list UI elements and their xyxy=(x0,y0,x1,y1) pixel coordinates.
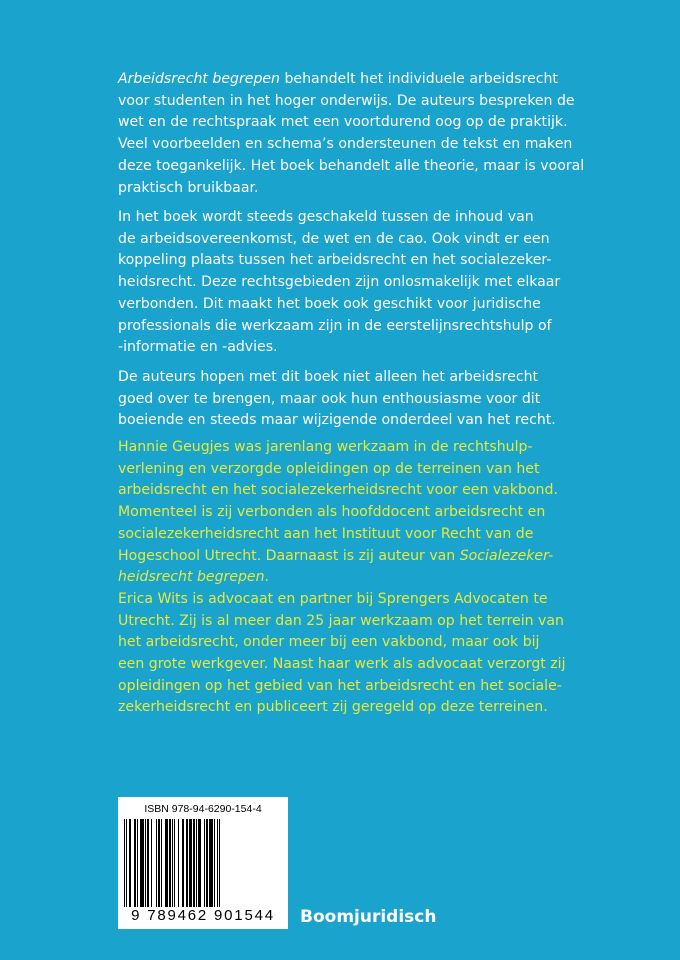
line-text: boeiende en steeds maar wijzigende onderdeel van het recht. xyxy=(118,412,556,429)
italic-text: Arbeidsrecht begrepen xyxy=(118,71,280,87)
line-text: Hogeschool Utrecht. Daarnaast is zij auteur van xyxy=(118,547,460,564)
line-text: professionals die werkzaam zijn in de eerstelijnsrechtshulp of xyxy=(118,317,552,334)
text-line xyxy=(118,178,558,200)
text-line xyxy=(118,367,558,389)
line-text: Momenteel is zij verbonden als hoofddocent arbeidsrecht en xyxy=(118,504,546,521)
author-bio xyxy=(118,437,566,719)
text-line xyxy=(118,389,558,411)
line-text: behandelt het individuele arbeidsrecht xyxy=(280,71,558,87)
text-line xyxy=(118,676,562,698)
line-text: verlening en verzorgde opleidingen op de terreinen van het xyxy=(118,460,540,477)
line-text: het arbeidsrecht, onder meer bij een vakbond, maar ook bij xyxy=(118,634,540,651)
line-text: Utrecht. Zij is al meer dan 25 jaar werkzaam op het terrein van xyxy=(118,612,564,629)
text-line xyxy=(118,272,561,294)
text-line xyxy=(118,294,558,316)
line-text: een grote werkgever. Naast haar werk als advocaat verzorgt zij xyxy=(118,656,566,673)
text-line xyxy=(118,316,558,338)
text-line xyxy=(118,250,558,272)
italic-text: Socialezeker- xyxy=(459,547,554,564)
text-line xyxy=(118,112,568,134)
text-line xyxy=(118,524,558,546)
text-line xyxy=(118,69,558,91)
publisher-logo: Boomjuridisch xyxy=(300,907,437,927)
text-line xyxy=(118,567,558,589)
closing-paragraph xyxy=(118,367,558,432)
line-text: heidsrecht. Deze rechtsgebieden zijn onlosmakelijk met elkaar xyxy=(118,274,561,291)
line-text: socialezekerheidsrecht aan het Instituut voor Recht van de xyxy=(118,525,534,542)
text-line xyxy=(118,437,558,459)
text-line xyxy=(118,611,564,633)
line-text: praktisch bruikbaar. xyxy=(118,179,259,196)
line-text: zekerheidsrecht en publiceert zij geregeld op deze terreinen. xyxy=(118,699,548,716)
line-text: opleidingen op het gebied van het arbeidsrecht en het sociale- xyxy=(118,677,562,694)
text-line xyxy=(118,480,558,502)
text-line xyxy=(118,229,558,251)
line-text: Erica Wits is advocaat en partner bij Sprengers Advocaten te xyxy=(118,590,548,607)
content-paragraph xyxy=(118,207,561,359)
line-text: Hannie Geugjes was jarenlang werkzaam in de rechtshulp- xyxy=(118,439,533,455)
barcode-bar xyxy=(219,819,220,907)
line-text: In het boek wordt steeds geschakeld tussen de inhoud van xyxy=(118,209,534,225)
text-line xyxy=(118,589,558,611)
text-line xyxy=(118,502,558,524)
text-line xyxy=(118,632,558,654)
text-line xyxy=(118,337,558,359)
text-line xyxy=(118,207,558,229)
line-text: wet en de rechtspraak met een voortdurend oog op de praktijk. xyxy=(118,114,568,131)
text-line xyxy=(118,134,573,156)
line-text: verbonden. Dit maakt het boek ook geschikt voor juridische xyxy=(118,295,541,312)
line-text: . xyxy=(264,569,270,586)
text-line xyxy=(118,546,558,568)
text-line xyxy=(118,697,558,719)
barcode-label xyxy=(118,797,288,929)
italic-text: heidsrecht begrepen xyxy=(118,569,265,586)
line-text: de arbeidsovereenkomst, de wet en de cao. Ook vindt er een xyxy=(118,230,550,247)
text-line xyxy=(118,459,558,481)
line-text: arbeidsrecht en het socialezekerheidsrecht voor een vakbond. xyxy=(118,482,558,499)
barcode-icon xyxy=(124,819,282,907)
line-text: -informatie en -advies. xyxy=(118,339,278,356)
text-line xyxy=(118,91,575,113)
barcode-digits: 9 789462 901544 xyxy=(131,907,275,924)
line-text: De auteurs hopen met dit boek niet alleen het arbeidsrecht xyxy=(118,369,539,385)
line-text: deze toegankelijk. Het boek behandelt alle theorie, maar is vooral xyxy=(118,157,585,174)
line-text: voor studenten in het hoger onderwijs. De auteurs bespreken de xyxy=(118,92,575,109)
line-text: Veel voorbeelden en schema’s ondersteunen de tekst en maken xyxy=(118,136,573,153)
line-text: koppeling plaats tussen het arbeidsrecht en het socialezeker- xyxy=(118,252,552,269)
text-line xyxy=(118,410,558,432)
text-line xyxy=(118,654,566,676)
isbn-text: ISBN 978-94-6290-154-4 xyxy=(144,803,262,815)
intro-paragraph xyxy=(118,69,585,199)
text-line xyxy=(118,156,585,178)
line-text: goed over te brengen, maar ook hun enthousiasme voor dit xyxy=(118,390,541,407)
